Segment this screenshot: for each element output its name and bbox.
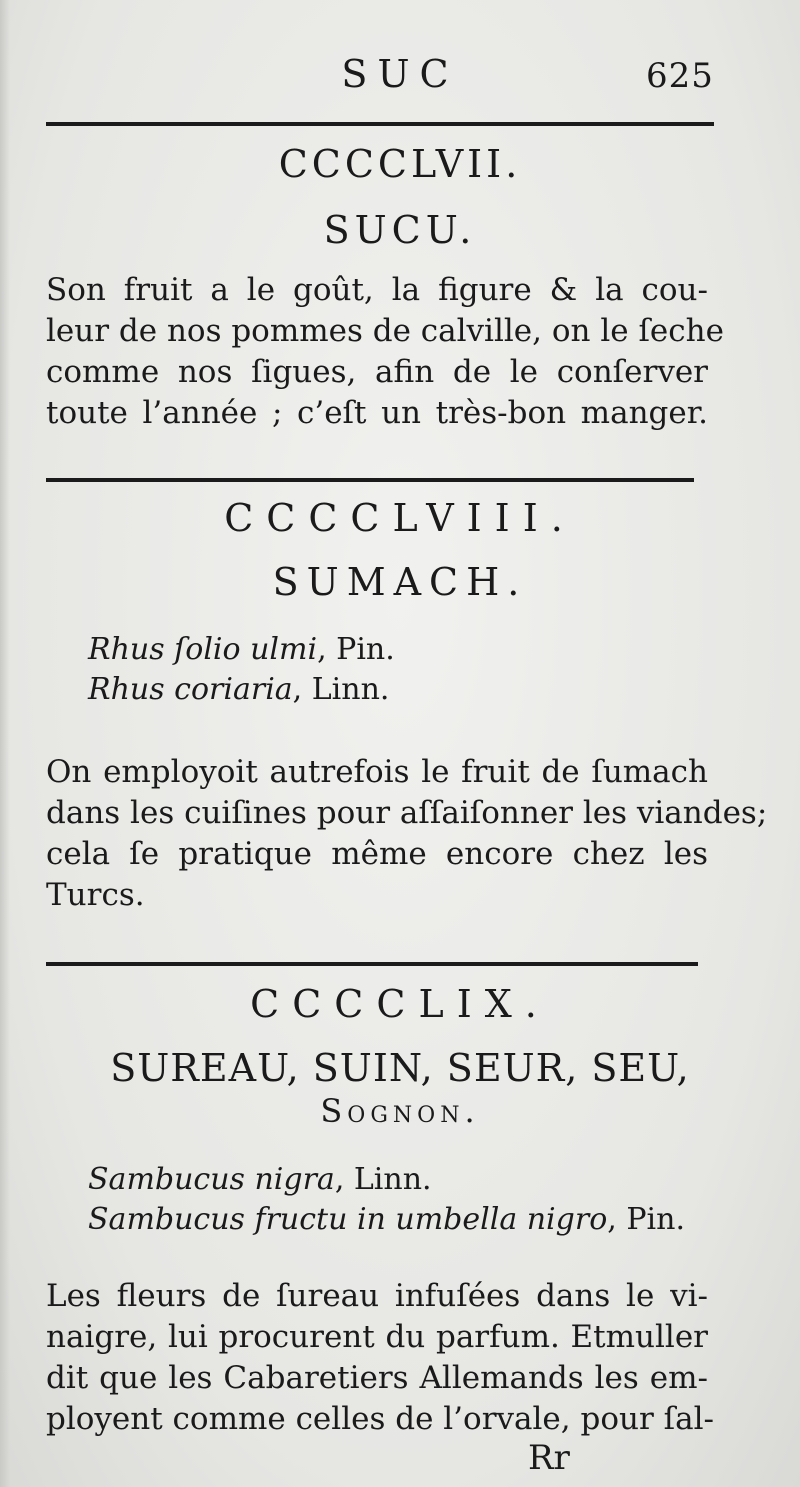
section-rule (46, 962, 698, 966)
entry-name-continued: Sognon. (320, 1092, 480, 1130)
signature-mark: Rr (528, 1438, 570, 1478)
text-line: Les fleurs de ſureau infuſées dans le vi- (46, 1278, 708, 1314)
text-line: Turcs. (46, 877, 145, 913)
synonym-line (88, 632, 395, 667)
text-line: cela ſe pratique même encore chez les (46, 836, 708, 872)
entry-name: SUMACH. (272, 560, 528, 604)
authority: , Pin. (607, 1202, 685, 1237)
text-line: ployent comme celles de l’orvale, pour ſal- (46, 1401, 714, 1437)
entry-number: CCCCLIX. (250, 982, 550, 1026)
text-line: Son fruit a le goût, la figure & la cou- (46, 272, 708, 308)
authority: , Linn. (334, 1162, 432, 1197)
latin-name: Rhus coriaria (88, 672, 293, 707)
text-line: comme nos ſigues, afin de le conſerver (46, 354, 708, 390)
entry-text (46, 1276, 714, 1440)
entry-name: SUCU. (323, 208, 477, 252)
header-rule (46, 122, 714, 126)
entry-name: SUREAU, SUIN, SEUR, SEU, (110, 1046, 690, 1090)
text-line: dans les cuiſines pour aſſaiſonner les viandes; (46, 795, 768, 831)
entry-number: CCCCLVIII. (224, 496, 576, 540)
authority: , Linn. (292, 672, 390, 707)
latin-name: Rhus ſolio ulmi (88, 632, 318, 667)
text-line: toute l’année ; c’eſt un très-bon manger. (46, 395, 708, 431)
section-rule (46, 478, 694, 482)
synonym-line (88, 1162, 432, 1197)
entry-number: CCCCLVII. (278, 142, 522, 186)
entry-text (46, 270, 724, 434)
authority: , Pin. (317, 632, 395, 667)
text-line: leur de nos pommes de calville, on le ſeche (46, 313, 724, 349)
page-number: 625 (646, 56, 714, 96)
text-line: On employoit autrefois le fruit de ſumach (46, 754, 708, 790)
latin-name: Sambucus fructu in umbella nigro (88, 1202, 608, 1237)
entry-text (46, 752, 768, 916)
synonym-line (88, 1202, 685, 1237)
synonym-line (88, 672, 389, 707)
text-line: naigre, lui procurent du parfum. Etmuller (46, 1319, 708, 1355)
running-title: SUC (341, 52, 459, 96)
latin-name: Sambucus nigra (88, 1162, 335, 1197)
text-line: dit que les Cabaretiers Allemands les em- (46, 1360, 708, 1396)
